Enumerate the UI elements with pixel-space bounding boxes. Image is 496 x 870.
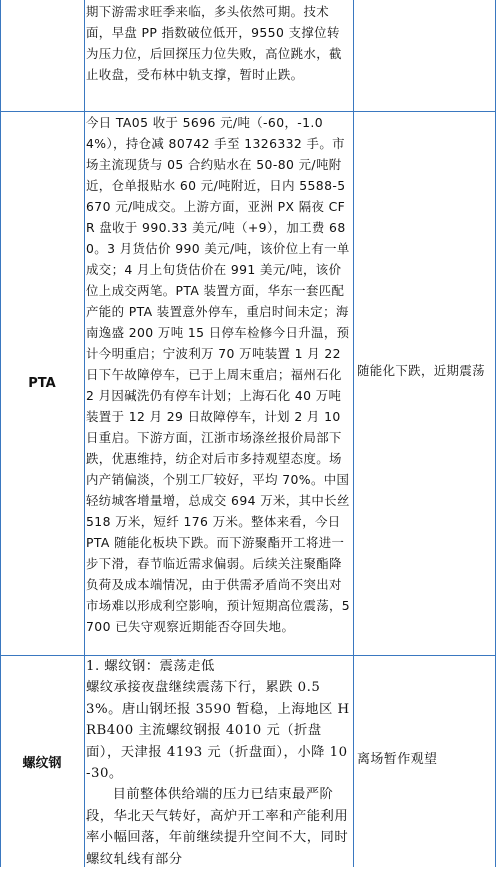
paragraph: 今日 TA05 收于 5696 元/吨（-60，-1.04%），持仓减 80742 手至 1326332 手。市场主流现货与 05 合约贴水在 50-80 元/吨附近，仓单报贴水 60 元/吨附近，日内 5588-5670 元/吨成交。上游方面，亚洲 PX 隔夜 CFR 盘收于 990.33 美元/吨（+9），加工费 680。3 月货估价 990 美元/吨，该价位上有一单成交；4 月上旬货估价在 991 美元/吨，该价位上成交两笔。PTA 装置方面，华东一套匹配产能的 PTA 装置意外停车，重启时间未定；海南逸盛 200 万吨 15 日停车检修今日升温，预计今明重启；宁波利万 70 万吨装置 1 月 22 日下午故障停车，已于上周末重启；福州石化 2 月因碱洗仍有停车计划；上海石化 40 万吨装置于 12 月 29 日故障停车，计划 2 月 10 日重启。下游方面，江浙市场涤丝报价局部下跌，优惠维持，纺企对后市多持观望态度。场内产销偏淡，个别工厂较好，平均 70%。中国轻纺城客增量增，总成交 694 万米，其中长丝 518 万米，短纤 176 万米。整体来看，今日 PTA 随能化板块下跌。而下游聚酯开工将进一步下滑，春节临近需求偏弱。后续关注聚酯降负荷及成本端情况，由于供需矛盾尚不突出对市场难以形成利空影响，预计短期高位震荡，5700 已失守观察近期能否夺回失地。 — [86, 115, 351, 634]
row-label-pta — [0, 112, 84, 655]
row-label-text: 螺纹钢 — [22, 756, 62, 771]
table-cell-content — [86, 656, 351, 870]
table-cell-content — [86, 1, 351, 85]
view-text: 随能化下跌，近期震荡 — [357, 363, 485, 378]
column-divider — [353, 0, 354, 867]
paragraph: 期下游需求旺季来临，多头依然可期。技术面，早盘 PP 指数破位低开，9550 支撑位转为压力位，后回探压力位失败，高位跳水，截止收盘，受布林中轨支撑，暂时止跌。 — [86, 4, 342, 82]
paragraph: 螺纹承接夜盘继续震荡下行，累跌 0.53%。唐山钢坯报 3590 暂稳，上海地区 HRB400 主流螺纹钢报 4010 元（折盘面），天津报 4193 元（折盘面），小降 10-30。 — [86, 680, 350, 782]
column-divider — [84, 0, 85, 867]
paragraph: 目前整体供给端的压力已结束最严阶段，华北天气转好，高炉开工率和产能利用率小幅回落，年前继续提升空间不大，同时螺纹轧线有部分 — [86, 787, 349, 867]
table-cell-content — [86, 112, 351, 637]
row-label-rebar — [0, 656, 84, 867]
table-cell-view — [357, 750, 491, 770]
table-cell-view — [357, 361, 491, 381]
section-heading: 1. 螺纹钢：震荡走低 — [86, 659, 215, 674]
view-text: 离场暂作观望 — [357, 752, 438, 767]
row-label-text: PTA — [28, 376, 56, 391]
